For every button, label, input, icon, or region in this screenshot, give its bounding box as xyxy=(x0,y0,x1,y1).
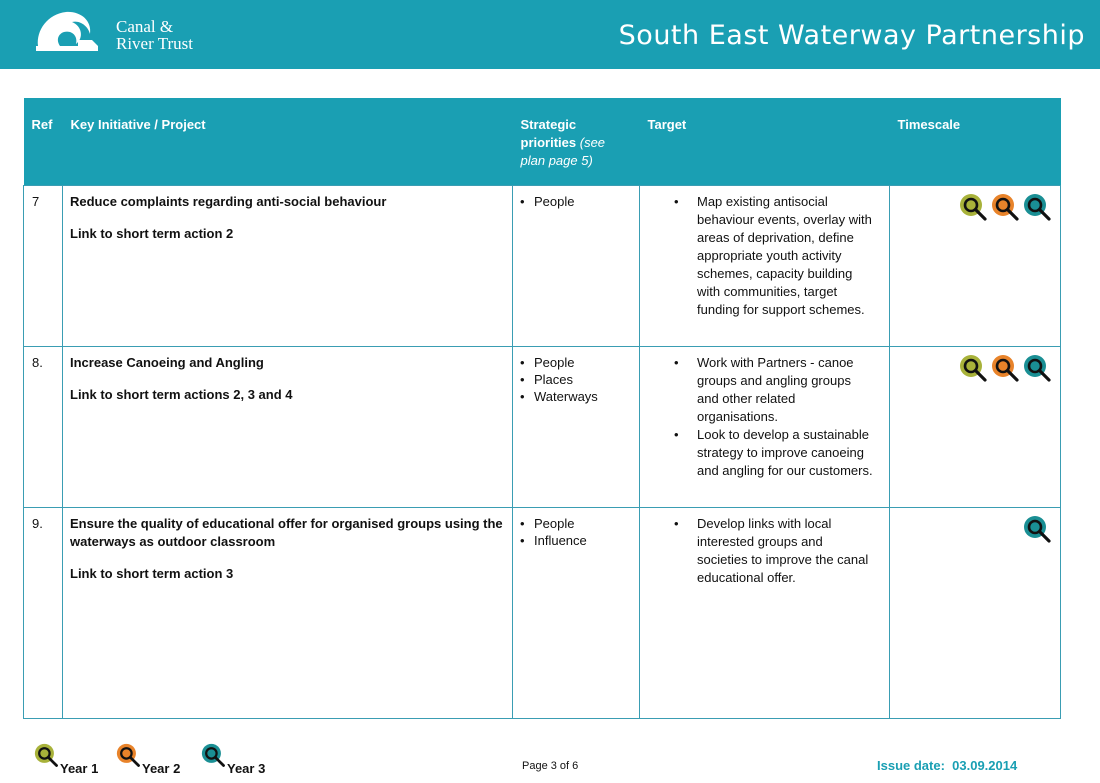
document-title: South East Waterway Partnership xyxy=(618,20,1085,51)
row-priorities xyxy=(513,346,640,507)
table-row xyxy=(24,507,1061,718)
priority-item: • People xyxy=(520,354,632,371)
page-header xyxy=(0,0,1100,69)
legend-year-1 xyxy=(34,743,114,775)
row-ref: 9. xyxy=(24,507,63,718)
year-2-magnifier-icon xyxy=(991,193,1021,223)
logo-line-1: Canal & xyxy=(116,17,174,36)
col-priorities xyxy=(513,98,640,185)
priority-item: • People xyxy=(520,515,632,532)
priority-item: • Places xyxy=(520,371,632,388)
initiative-title: Ensure the quality of educational offer for organised groups using the waterways as outdoor classroom xyxy=(70,515,503,549)
row-ref: 8. xyxy=(24,346,63,507)
legend-year-2 xyxy=(116,743,196,775)
initiative-link: Link to short term action 3 xyxy=(70,565,234,581)
target-item: • Work with Partners - canoe groups and angling groups and other related organisations. xyxy=(647,354,882,426)
row-initiative xyxy=(63,507,513,718)
priority-item: • Influence xyxy=(520,532,632,549)
col-priorities-label: Strategic priorities xyxy=(520,117,577,150)
row-initiative xyxy=(63,346,513,507)
row-initiative xyxy=(63,185,513,346)
issue-date: Issue date: 03.09.2014 xyxy=(877,758,1018,773)
row-timescale xyxy=(890,346,1061,507)
table-header-row xyxy=(24,98,1061,185)
initiative-title: Increase Canoeing and Angling xyxy=(70,354,264,370)
year-3-magnifier-icon xyxy=(1023,193,1053,223)
page-number: Page 3 of 6 xyxy=(522,760,579,772)
row-priorities xyxy=(513,185,640,346)
year-1-magnifier-icon xyxy=(34,743,60,769)
year-3-magnifier-icon xyxy=(1023,515,1053,545)
initiatives-table xyxy=(23,98,1061,719)
year-3-magnifier-icon xyxy=(1023,354,1053,384)
year-1-magnifier-icon xyxy=(959,193,989,223)
year-1-magnifier-icon xyxy=(959,354,989,384)
row-targets xyxy=(640,185,890,346)
logo-line-2: River Trust xyxy=(116,34,193,53)
priority-item: • Waterways xyxy=(520,388,632,405)
col-timescale: Timescale xyxy=(890,98,1061,185)
target-item: • Map existing antisocial behaviour events, overlay with areas of deprivation, define appropriate youth activity schemes, capacity building with communities, target funding for support schemes. xyxy=(647,193,882,319)
priority-item: • People xyxy=(520,193,632,210)
row-priorities xyxy=(513,507,640,718)
row-timescale xyxy=(890,185,1061,346)
initiative-link: Link to short term actions 2, 3 and 4 xyxy=(70,386,293,402)
year-2-magnifier-icon xyxy=(991,354,1021,384)
target-item: • Develop links with local interested groups and societies to improve the canal educational offer. xyxy=(647,515,882,587)
initiative-title: Reduce complaints regarding anti-social behaviour xyxy=(70,193,387,209)
initiative-link: Link to short term action 2 xyxy=(70,225,234,241)
col-target: Target xyxy=(640,98,890,185)
year-3-magnifier-icon xyxy=(201,743,227,769)
table-row xyxy=(24,185,1061,346)
legend-year-3 xyxy=(201,743,281,775)
legend-year-1-label: Year 1 xyxy=(60,761,99,776)
row-timescale xyxy=(890,507,1061,718)
logo-wordmark xyxy=(116,18,193,52)
year-2-magnifier-icon xyxy=(116,743,142,769)
legend-year-3-label: Year 3 xyxy=(227,761,266,776)
row-targets xyxy=(640,507,890,718)
table-row xyxy=(24,346,1061,507)
col-initiative: Key Initiative / Project xyxy=(63,98,513,185)
legend-year-2-label: Year 2 xyxy=(142,761,181,776)
page-footer xyxy=(0,740,1100,783)
row-targets xyxy=(640,346,890,507)
row-ref: 7 xyxy=(24,185,63,346)
col-ref: Ref xyxy=(24,98,63,185)
target-item: • Look to develop a sustainable strategy to improve canoeing and angling for our customers. xyxy=(647,426,882,480)
col-priorities-note: (see plan page 5) xyxy=(520,135,606,168)
